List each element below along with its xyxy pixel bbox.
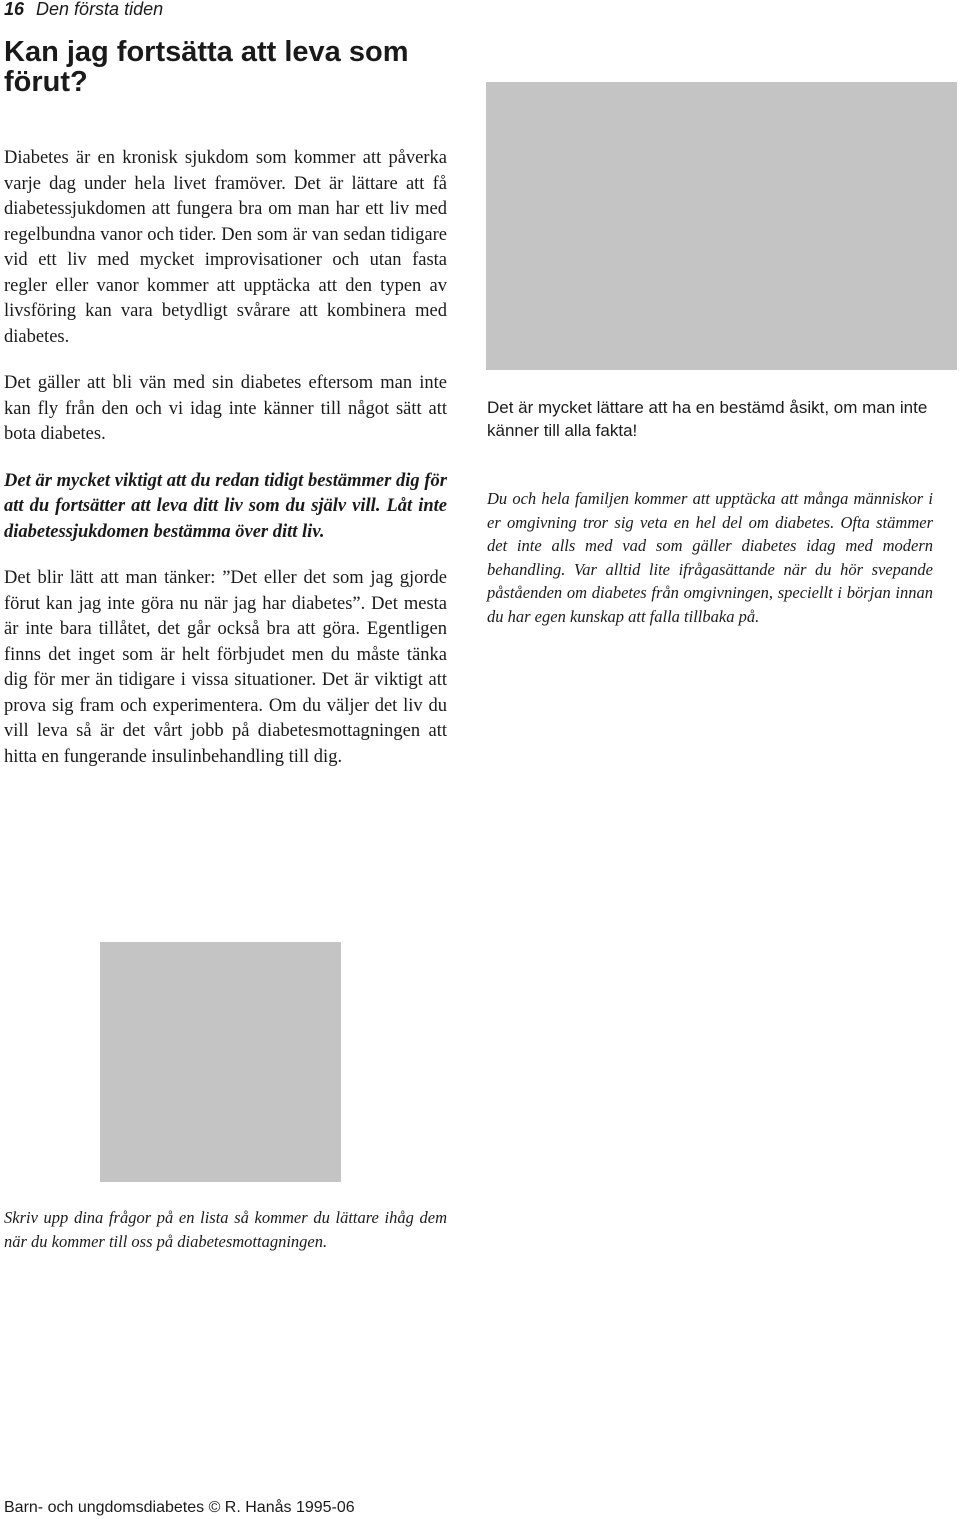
body-paragraph: Diabetes är en kronisk sjukdom som kommer att påverka varje dag under hela livet framöver. Det är lättare att få diabetessjukdomen att fungera bra om man har ett liv med regelbundna vanor och tider. Den som är van sedan tidigare vid ett liv med mycket improvisationer och utan fasta regler eller vanor kommer att upptäcka att den typen av livsföring kan vara betydligt svårare att kombinera med diabetes. [4,148,447,347]
photo-caption: Skriv upp dina frågor på en lista så kommer du lättare ihåg dem när du kommer till oss på diabetesmottagningen. [4,1208,447,1251]
sidebar-quote: Det är mycket lättare att ha en bestämd åsikt, om man inte känner till alla fakta! [487,398,928,440]
photo-placeholder-bottom [100,942,341,1182]
page-number: 16 [4,0,25,19]
page-footer: Barn- och ungdomsdiabetes © R. Hanås 1995-06 [4,1499,355,1516]
sidebar-caption: Du och hela familjen kommer att upptäcka att många människor i er omgivning tror sig veta en hel del om diabetes. Ofta stämmer det inte alls med vad som gäller diabetes idag med modern behandling. Var alltid lite ifrågasättande när du hör svepande påståenden om diabetes från omgivningen, speciellt i början innan du har egen kunskap att falla tillbaka på. [487,489,933,626]
emphasis-paragraph: Det är mycket viktigt att du redan tidigt bestämmer dig för att du fortsätter att leva ditt liv som du själv vill. Låt inte diabetessjukdomen bestämma över ditt liv. [4,470,447,542]
page-header [4,0,163,20]
page-title: Kan jag fortsätta att leva som förut? [4,36,409,98]
body-paragraph: Det gäller att bli vän med sin diabetes eftersom man inte kan fly från den och vi idag inte känner till något sätt att bota diabetes. [4,373,447,444]
main-text-column [4,146,447,791]
section-title: Den första tiden [36,0,164,19]
photo-placeholder-right [486,82,957,370]
body-paragraph: Det blir lätt att man tänker: ”Det eller det som jag gjorde förut kan jag inte göra nu när jag har diabetes”. Det mesta är inte bara tillåtet, det går också bra att göra. Egentligen finns det inget som är helt förbjudet men du måste tänka dig för mer än tidigare i vissa situationer. Det är viktigt att prova sig fram och experimentera. Om du väljer det liv du vill leva så är det vårt jobb på diabetesmottagningen att hitta en fungerande insulinbehandling till dig. [4,568,447,767]
